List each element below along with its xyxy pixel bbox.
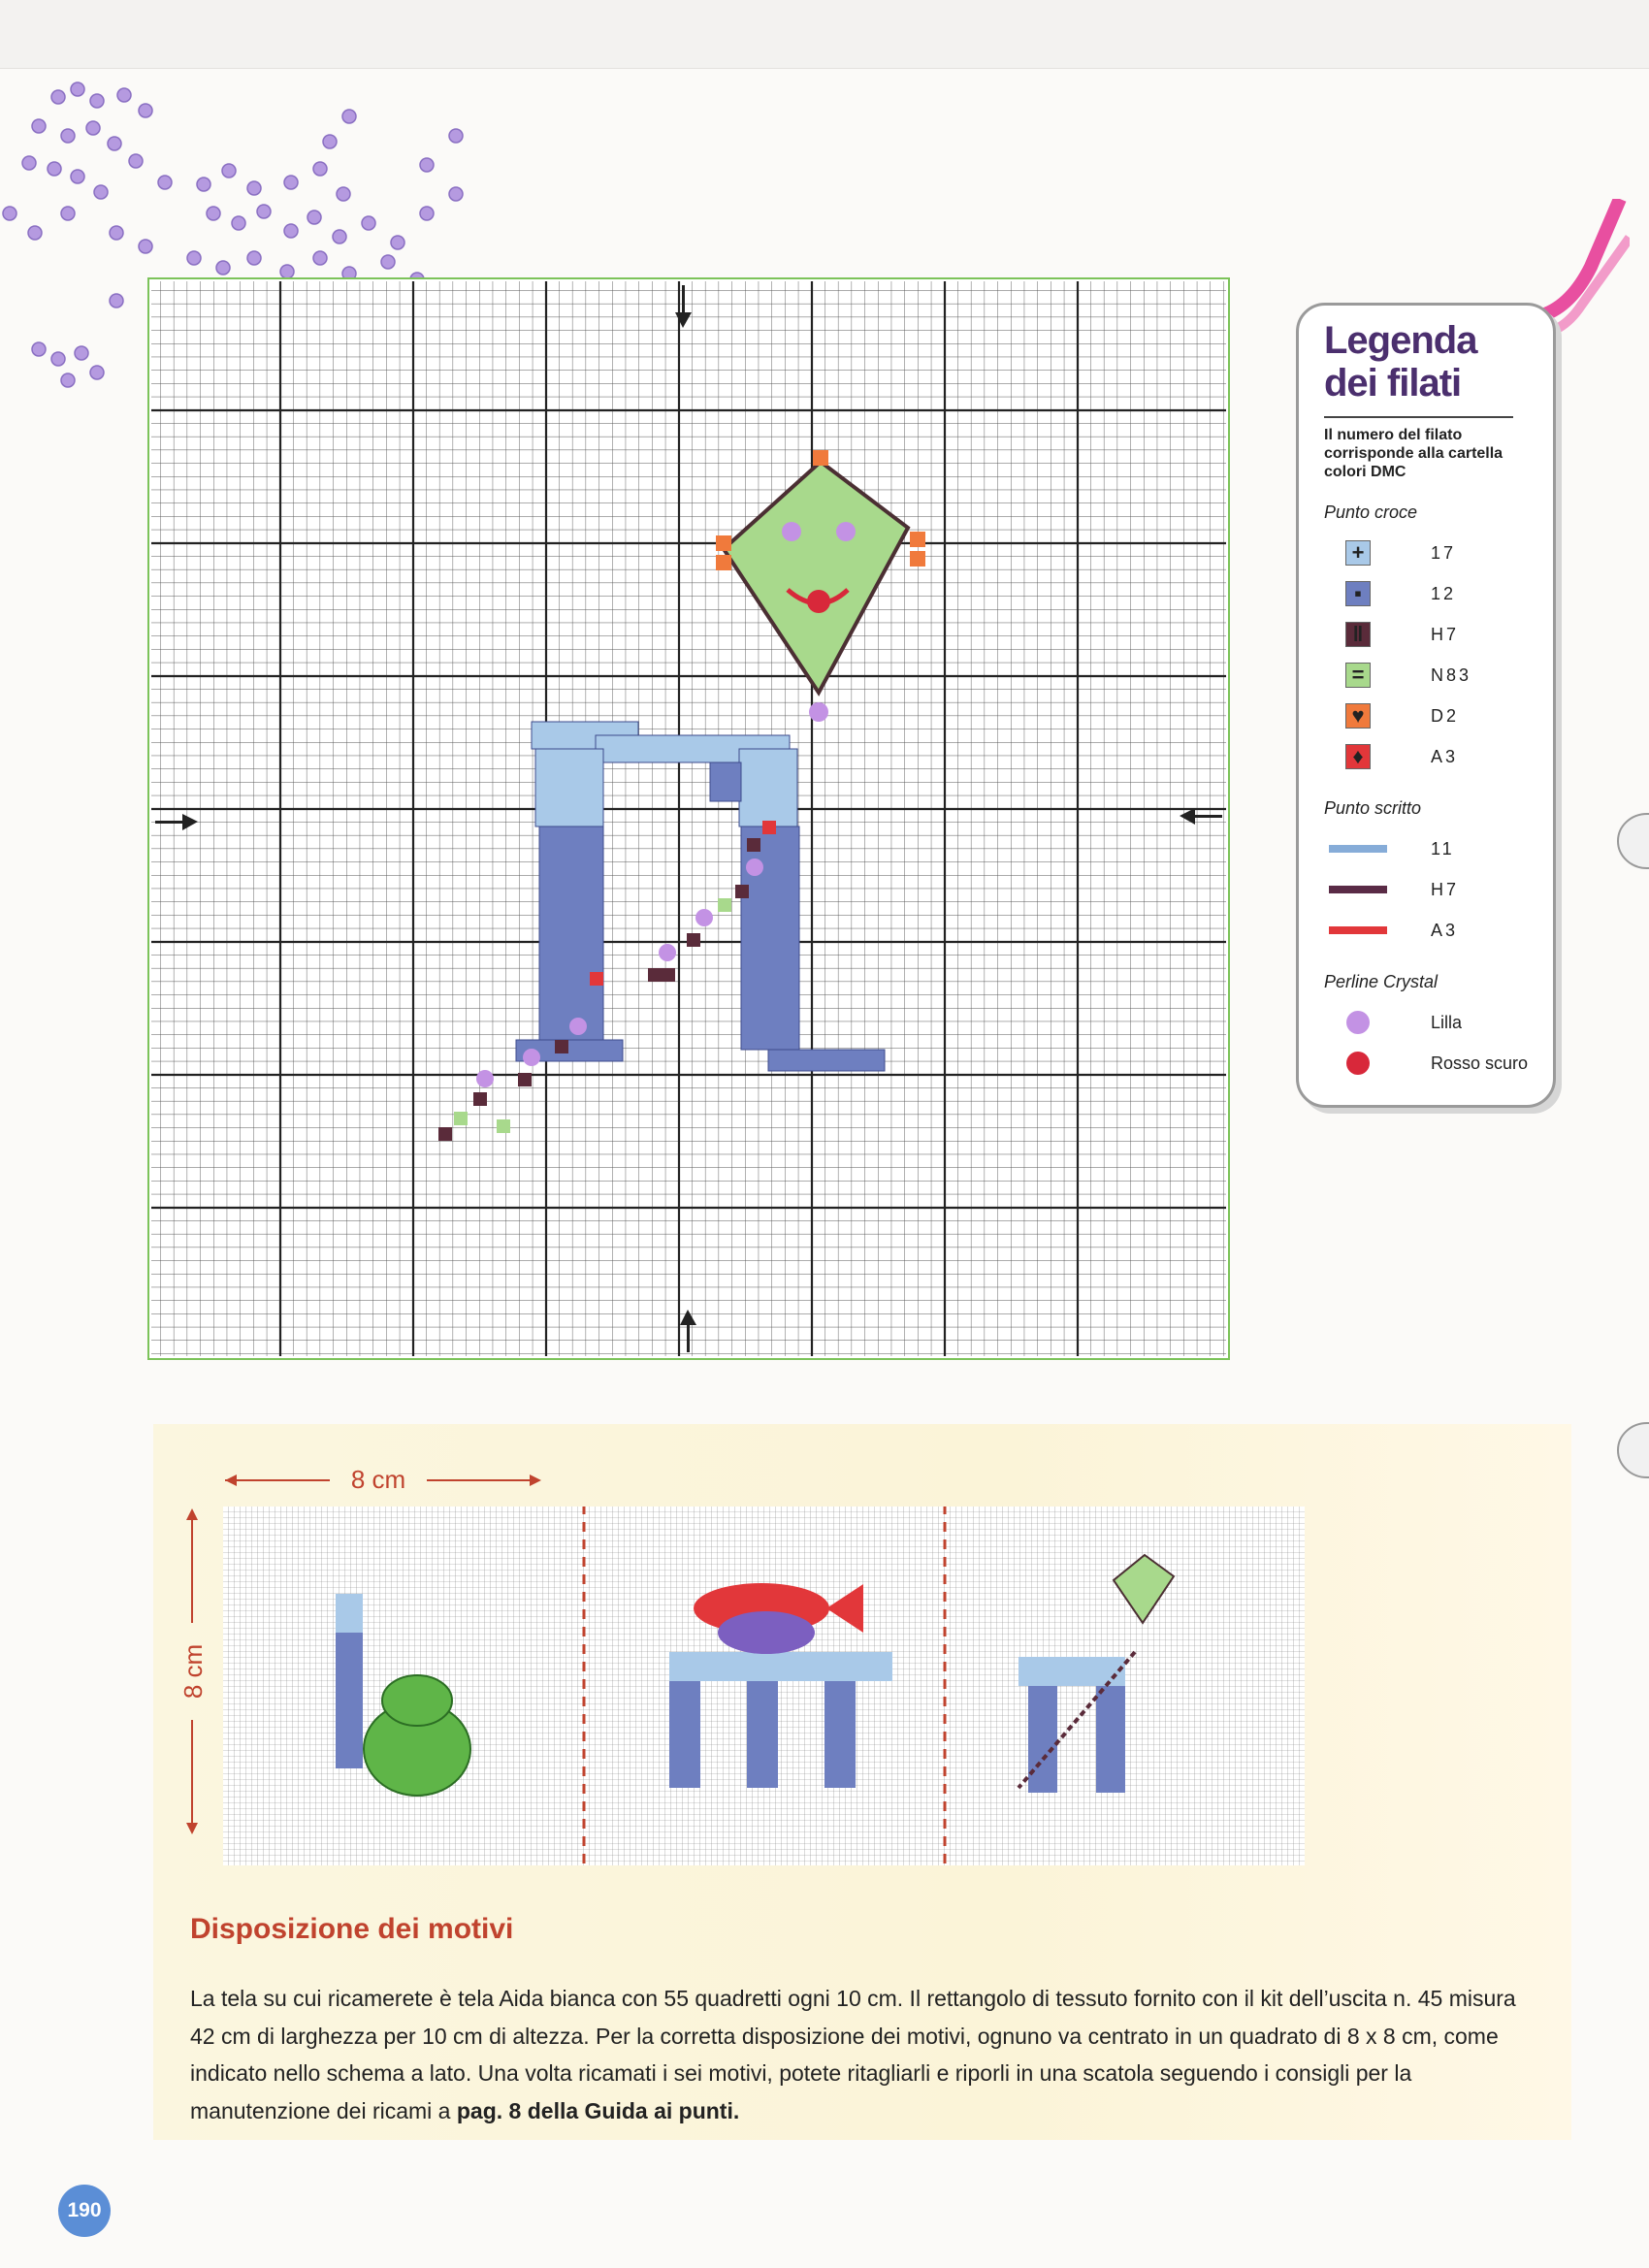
bead-dot-icon bbox=[1346, 1052, 1370, 1075]
bead-name: Rosso scuro bbox=[1431, 1053, 1529, 1073]
bead-name: Lilla bbox=[1431, 1012, 1463, 1032]
cross-stitch-list bbox=[1324, 533, 1532, 777]
main-cross-stitch-chart bbox=[147, 277, 1230, 1360]
stitch-swatch-icon: ‖ bbox=[1345, 622, 1371, 647]
backstitch-line-icon bbox=[1329, 886, 1387, 893]
yarn-code: D2 bbox=[1431, 705, 1460, 726]
yarn-code: A3 bbox=[1431, 920, 1459, 940]
bead-dot-icon bbox=[1346, 1011, 1370, 1034]
motifs-layout-strip bbox=[223, 1507, 1305, 1865]
yarn-code: H7 bbox=[1431, 879, 1460, 899]
page-top-margin bbox=[0, 0, 1649, 69]
yarn-code: 17 bbox=[1431, 542, 1457, 563]
binder-hole-icon bbox=[1610, 807, 1649, 875]
stitch-swatch-icon: ▪ bbox=[1345, 581, 1371, 606]
legend-row bbox=[1324, 655, 1532, 696]
legend-row bbox=[1324, 1002, 1532, 1043]
legend-row bbox=[1324, 1043, 1532, 1084]
horizontal-dimension bbox=[223, 1465, 543, 1494]
binder-hole-icon bbox=[1610, 1416, 1649, 1484]
legend-title: Legenda dei filati bbox=[1324, 319, 1477, 405]
yarn-code: N83 bbox=[1431, 664, 1472, 685]
legend-row bbox=[1324, 736, 1532, 777]
legend-row bbox=[1324, 828, 1532, 869]
yarn-code: H7 bbox=[1431, 624, 1460, 644]
beads-section-title: Perline Crystal bbox=[1324, 972, 1439, 991]
horizontal-dimension-label: 8 cm bbox=[350, 1465, 406, 1494]
vertical-dimension-label: 8 cm bbox=[178, 1643, 208, 1700]
stitch-swatch-icon: ♦ bbox=[1345, 744, 1371, 769]
legend-row bbox=[1324, 573, 1532, 614]
legend-row bbox=[1324, 910, 1532, 951]
yarn-code: 12 bbox=[1431, 583, 1457, 603]
stitch-swatch-icon: = bbox=[1345, 663, 1371, 688]
beads-list bbox=[1324, 1002, 1532, 1084]
backstitch-section-title: Punto scritto bbox=[1324, 798, 1422, 818]
yarn-code: A3 bbox=[1431, 746, 1459, 766]
yarn-code: 11 bbox=[1431, 838, 1455, 859]
legend-note: Il numero del filato corrisponde alla cartella colori DMC bbox=[1324, 427, 1504, 480]
backstitch-list bbox=[1324, 828, 1532, 951]
backstitch-line-icon bbox=[1329, 845, 1387, 853]
stitch-swatch-icon: + bbox=[1345, 540, 1371, 566]
cross-stitch-section-title: Punto croce bbox=[1324, 502, 1418, 522]
yarn-legend bbox=[1296, 303, 1556, 1108]
legend-row bbox=[1324, 614, 1532, 655]
legend-row bbox=[1324, 869, 1532, 910]
backstitch-line-icon bbox=[1329, 926, 1387, 934]
legend-row bbox=[1324, 696, 1532, 736]
section-title: Disposizione dei motivi bbox=[190, 1913, 514, 1945]
legend-row bbox=[1324, 533, 1532, 573]
page-number: 190 bbox=[58, 2185, 111, 2237]
stitch-swatch-icon: ♥ bbox=[1345, 703, 1371, 729]
section-body: La tela su cui ricamerete è tela Aida bianca con 55 quadretti ogni 10 cm. Il rettangolo di tessuto fornito con il kit dell’uscita n. 45 misura 42 cm di larghezza per 10 cm di altezza. Per la corretta disposizione dei motivi, ognuno va centrato in un quadrato di 8 x 8 cm, come indicato nello schema a lato. Una volta ricamati i sei motivi, potete ritagliarli e riporli in una scatola seguendo i consigli per la manutenzione dei ricami a pag. 8 della Guida ai punti. bbox=[190, 1986, 1516, 2123]
